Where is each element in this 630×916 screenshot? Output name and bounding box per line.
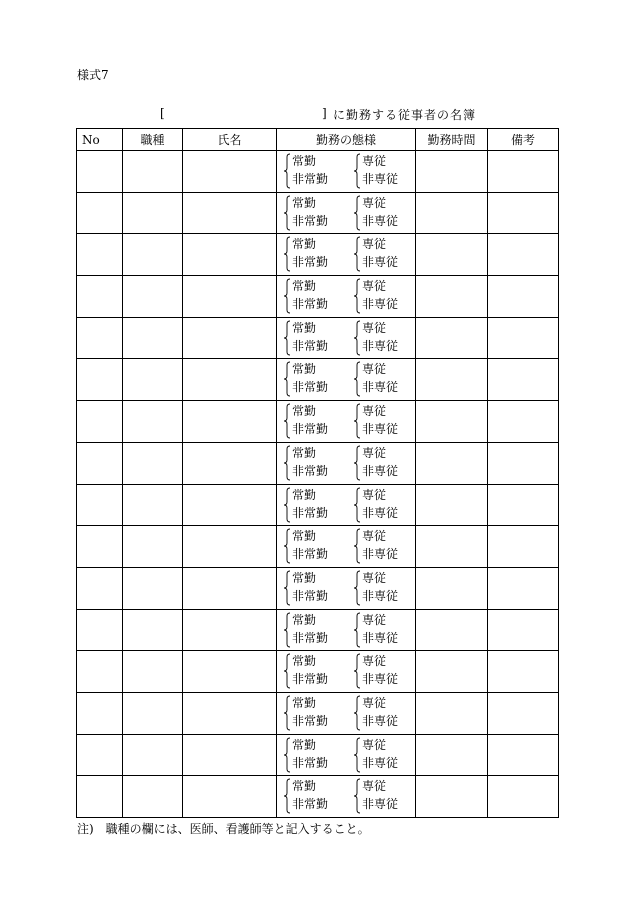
cell-work-hours[interactable]: [416, 526, 488, 568]
cell-work-hours[interactable]: [416, 234, 488, 276]
option-full-time[interactable]: 常勤: [292, 487, 317, 502]
cell-occupation[interactable]: [123, 317, 183, 359]
employment-type-choice[interactable]: [283, 195, 343, 231]
cell-remarks[interactable]: [488, 526, 559, 568]
option-non-dedicated[interactable]: 非専従: [362, 338, 399, 353]
cell-work-hours[interactable]: [416, 651, 488, 693]
brace-icon: [353, 695, 361, 731]
option-part-time[interactable]: 非常勤: [292, 255, 329, 270]
cell-name[interactable]: [183, 609, 277, 651]
employment-type-choice[interactable]: [283, 361, 343, 397]
brace-icon: [283, 403, 291, 439]
dedication-choice[interactable]: [353, 403, 413, 439]
option-part-time[interactable]: 非常勤: [292, 422, 329, 437]
cell-occupation[interactable]: [123, 776, 183, 818]
option-non-dedicated[interactable]: 非専従: [362, 172, 399, 186]
dedication-choice[interactable]: [353, 445, 413, 481]
cell-name[interactable]: [183, 776, 277, 818]
option-part-time[interactable]: 非常勤: [292, 297, 329, 312]
cell-name[interactable]: [183, 692, 277, 734]
cell-work-hours[interactable]: [416, 192, 488, 234]
table-row: [77, 734, 559, 776]
option-full-time[interactable]: 常勤: [292, 695, 317, 710]
employment-type-choice[interactable]: [283, 445, 343, 481]
brace-icon: [283, 528, 291, 564]
cell-work-hours[interactable]: [416, 401, 488, 443]
cell-remarks[interactable]: [488, 484, 559, 526]
brace-icon: [283, 236, 291, 272]
cell-work-hours[interactable]: [416, 276, 488, 318]
cell-name[interactable]: [183, 526, 277, 568]
table-row: [77, 359, 559, 401]
employment-type-choice[interactable]: [283, 778, 343, 814]
cell-occupation[interactable]: [123, 442, 183, 484]
footnote: 注) 職種の欄には、医師、看護師等と記入すること。: [77, 822, 370, 836]
option-part-time[interactable]: 非常勤: [292, 797, 329, 812]
cell-work-style: [277, 192, 416, 234]
cell-name[interactable]: [183, 651, 277, 693]
option-full-time[interactable]: 常勤: [292, 779, 317, 794]
brace-icon: [353, 612, 361, 648]
cell-no[interactable]: [77, 442, 123, 484]
option-full-time[interactable]: 常勤: [292, 237, 317, 252]
dedication-choice[interactable]: [353, 361, 413, 397]
cell-occupation[interactable]: [123, 234, 183, 276]
cell-name[interactable]: [183, 401, 277, 443]
title-bracket-open: [: [160, 106, 165, 120]
option-dedicated[interactable]: 専従: [362, 737, 387, 752]
option-non-dedicated[interactable]: 非専従: [362, 213, 399, 228]
dedication-choice[interactable]: [353, 153, 413, 189]
option-part-time[interactable]: 非常勤: [292, 463, 329, 478]
cell-occupation[interactable]: [123, 151, 183, 193]
cell-work-style: [277, 692, 416, 734]
option-full-time[interactable]: 常勤: [292, 404, 317, 419]
option-dedicated[interactable]: 専従: [362, 279, 387, 294]
brace-icon: [353, 737, 361, 773]
cell-work-hours[interactable]: [416, 776, 488, 818]
option-full-time[interactable]: 常勤: [292, 737, 317, 752]
cell-work-hours[interactable]: [416, 317, 488, 359]
cell-name[interactable]: [183, 359, 277, 401]
employment-type-choice[interactable]: [283, 487, 343, 523]
option-dedicated[interactable]: 専従: [362, 612, 387, 627]
brace-icon: [353, 361, 361, 397]
dedication-choice[interactable]: [353, 737, 413, 773]
cell-work-style: [277, 442, 416, 484]
cell-remarks[interactable]: [488, 359, 559, 401]
brace-icon: [283, 570, 291, 606]
cell-remarks[interactable]: [488, 692, 559, 734]
option-non-dedicated[interactable]: 非専従: [362, 505, 399, 520]
table-row: [77, 276, 559, 318]
header-work-style: 勤務の態様: [277, 129, 416, 151]
option-dedicated[interactable]: 専従: [362, 154, 387, 168]
cell-remarks[interactable]: [488, 734, 559, 776]
employment-type-choice[interactable]: [283, 236, 343, 272]
cell-work-hours[interactable]: [416, 359, 488, 401]
option-full-time[interactable]: 常勤: [292, 195, 317, 210]
employment-type-choice[interactable]: [283, 737, 343, 773]
cell-name[interactable]: [183, 276, 277, 318]
option-non-dedicated[interactable]: 非専従: [362, 547, 399, 562]
cell-work-style: [277, 401, 416, 443]
option-non-dedicated[interactable]: 非専従: [362, 672, 399, 687]
option-part-time[interactable]: 非常勤: [292, 713, 329, 728]
table-row: [77, 442, 559, 484]
option-non-dedicated[interactable]: 非専従: [362, 255, 399, 270]
cell-work-style: [277, 359, 416, 401]
cell-name[interactable]: [183, 234, 277, 276]
option-dedicated[interactable]: 専従: [362, 195, 387, 210]
cell-occupation[interactable]: [123, 609, 183, 651]
cell-occupation[interactable]: [123, 734, 183, 776]
table-row: [77, 317, 559, 359]
dedication-choice[interactable]: [353, 195, 413, 231]
option-dedicated[interactable]: 専従: [362, 237, 387, 252]
cell-occupation[interactable]: [123, 192, 183, 234]
cell-remarks[interactable]: [488, 234, 559, 276]
cell-work-style: [277, 317, 416, 359]
cell-remarks[interactable]: [488, 401, 559, 443]
option-part-time[interactable]: 非常勤: [292, 672, 329, 687]
cell-no[interactable]: [77, 651, 123, 693]
title-text: に勤務する従事者の名簿: [333, 108, 477, 122]
option-dedicated[interactable]: 専従: [362, 570, 387, 585]
cell-occupation[interactable]: [123, 567, 183, 609]
option-dedicated[interactable]: 専従: [362, 404, 387, 419]
dedication-choice[interactable]: [353, 570, 413, 606]
brace-icon: [283, 612, 291, 648]
cell-work-style: [277, 651, 416, 693]
header-name: 氏名: [183, 129, 277, 151]
cell-remarks[interactable]: [488, 442, 559, 484]
cell-occupation[interactable]: [123, 526, 183, 568]
cell-no[interactable]: [77, 359, 123, 401]
option-dedicated[interactable]: 専従: [362, 529, 387, 544]
cell-occupation[interactable]: [123, 692, 183, 734]
cell-no[interactable]: [77, 276, 123, 318]
cell-no[interactable]: [77, 567, 123, 609]
option-full-time[interactable]: 常勤: [292, 570, 317, 585]
employment-type-choice[interactable]: [283, 320, 343, 356]
brace-icon: [283, 487, 291, 523]
cell-work-style: [277, 734, 416, 776]
option-non-dedicated[interactable]: 非専従: [362, 463, 399, 478]
brace-icon: [353, 778, 361, 814]
option-dedicated[interactable]: 専従: [362, 654, 387, 669]
table-row: [77, 651, 559, 693]
cell-no[interactable]: [77, 401, 123, 443]
employment-type-choice[interactable]: [283, 528, 343, 564]
dedication-choice[interactable]: [353, 695, 413, 731]
brace-icon: [353, 236, 361, 272]
employment-type-choice[interactable]: [283, 278, 343, 314]
cell-no[interactable]: [77, 151, 123, 193]
option-part-time[interactable]: 非常勤: [292, 213, 329, 228]
employment-type-choice[interactable]: [283, 153, 343, 189]
option-part-time[interactable]: 非常勤: [292, 547, 329, 562]
brace-icon: [353, 195, 361, 231]
cell-work-style: [277, 526, 416, 568]
table-row: [77, 192, 559, 234]
cell-name[interactable]: [183, 151, 277, 193]
option-full-time[interactable]: 常勤: [292, 612, 317, 627]
cell-work-hours[interactable]: [416, 692, 488, 734]
brace-icon: [353, 487, 361, 523]
brace-icon: [353, 528, 361, 564]
cell-remarks[interactable]: [488, 192, 559, 234]
option-part-time[interactable]: 非常勤: [292, 505, 329, 520]
option-non-dedicated[interactable]: 非専従: [362, 713, 399, 728]
staff-roster-table: [76, 128, 559, 818]
cell-work-style: [277, 276, 416, 318]
table-row: [77, 567, 559, 609]
option-full-time[interactable]: 常勤: [292, 279, 317, 294]
option-non-dedicated[interactable]: 非専従: [362, 422, 399, 437]
brace-icon: [283, 653, 291, 689]
option-full-time[interactable]: 常勤: [292, 654, 317, 669]
header-work-hours: 勤務時間: [416, 129, 488, 151]
cell-work-hours[interactable]: [416, 442, 488, 484]
brace-icon: [283, 778, 291, 814]
cell-no[interactable]: [77, 692, 123, 734]
brace-icon: [353, 278, 361, 314]
cell-work-style: [277, 234, 416, 276]
cell-work-hours[interactable]: [416, 734, 488, 776]
option-full-time[interactable]: 常勤: [292, 529, 317, 544]
brace-icon: [353, 403, 361, 439]
option-full-time[interactable]: 常勤: [292, 320, 317, 335]
option-part-time[interactable]: 非常勤: [292, 172, 329, 186]
cell-work-style: [277, 151, 416, 193]
brace-icon: [353, 653, 361, 689]
header-row: [77, 129, 559, 151]
brace-icon: [353, 153, 361, 189]
option-non-dedicated[interactable]: 非専従: [362, 297, 399, 312]
option-dedicated[interactable]: 専従: [362, 695, 387, 710]
brace-icon: [353, 570, 361, 606]
cell-remarks[interactable]: [488, 567, 559, 609]
brace-icon: [353, 445, 361, 481]
option-full-time[interactable]: 常勤: [292, 154, 317, 168]
dedication-choice[interactable]: [353, 320, 413, 356]
brace-icon: [283, 278, 291, 314]
header-remarks: 備考: [488, 129, 559, 151]
brace-icon: [283, 695, 291, 731]
dedication-choice[interactable]: [353, 778, 413, 814]
cell-no[interactable]: [77, 609, 123, 651]
option-non-dedicated[interactable]: 非専従: [362, 380, 399, 395]
cell-remarks[interactable]: [488, 151, 559, 193]
cell-no[interactable]: [77, 192, 123, 234]
cell-no[interactable]: [77, 526, 123, 568]
cell-no[interactable]: [77, 317, 123, 359]
option-dedicated[interactable]: 専従: [362, 320, 387, 335]
option-full-time[interactable]: 常勤: [292, 445, 317, 460]
cell-no[interactable]: [77, 484, 123, 526]
cell-name[interactable]: [183, 192, 277, 234]
option-non-dedicated[interactable]: 非専従: [362, 630, 399, 645]
cell-name[interactable]: [183, 442, 277, 484]
dedication-choice[interactable]: [353, 528, 413, 564]
cell-work-style: [277, 609, 416, 651]
option-part-time[interactable]: 非常勤: [292, 338, 329, 353]
option-part-time[interactable]: 非常勤: [292, 588, 329, 603]
table-row: [77, 692, 559, 734]
option-full-time[interactable]: 常勤: [292, 362, 317, 377]
cell-occupation[interactable]: [123, 484, 183, 526]
cell-no[interactable]: [77, 776, 123, 818]
cell-no[interactable]: [77, 734, 123, 776]
cell-remarks[interactable]: [488, 609, 559, 651]
brace-icon: [283, 195, 291, 231]
cell-remarks[interactable]: [488, 776, 559, 818]
cell-occupation[interactable]: [123, 401, 183, 443]
form-number: 様式7: [77, 68, 109, 82]
cell-occupation[interactable]: [123, 651, 183, 693]
employment-type-choice[interactable]: [283, 403, 343, 439]
header-occupation: 職種: [123, 129, 183, 151]
cell-work-hours[interactable]: [416, 484, 488, 526]
brace-icon: [283, 737, 291, 773]
table-row: [77, 401, 559, 443]
table-row: [77, 234, 559, 276]
cell-work-style: [277, 484, 416, 526]
cell-no[interactable]: [77, 234, 123, 276]
cell-name[interactable]: [183, 567, 277, 609]
title-bracket-close: ]: [322, 106, 327, 120]
option-dedicated[interactable]: 専従: [362, 487, 387, 502]
cell-name[interactable]: [183, 484, 277, 526]
cell-work-hours[interactable]: [416, 609, 488, 651]
cell-work-hours[interactable]: [416, 151, 488, 193]
roster-body: [77, 151, 559, 818]
option-part-time[interactable]: 非常勤: [292, 755, 329, 770]
table-row: [77, 609, 559, 651]
cell-work-style: [277, 776, 416, 818]
cell-remarks[interactable]: [488, 317, 559, 359]
option-dedicated[interactable]: 専従: [362, 362, 387, 377]
cell-occupation[interactable]: [123, 359, 183, 401]
cell-work-style: [277, 567, 416, 609]
employment-type-choice[interactable]: [283, 612, 343, 648]
dedication-choice[interactable]: [353, 236, 413, 272]
brace-icon: [283, 320, 291, 356]
option-dedicated[interactable]: 専従: [362, 445, 387, 460]
table-row: [77, 776, 559, 818]
cell-remarks[interactable]: [488, 276, 559, 318]
cell-work-hours[interactable]: [416, 567, 488, 609]
option-part-time[interactable]: 非常勤: [292, 630, 329, 645]
option-non-dedicated[interactable]: 非専従: [362, 755, 399, 770]
dedication-choice[interactable]: [353, 278, 413, 314]
cell-remarks[interactable]: [488, 651, 559, 693]
document-title: [0, 106, 630, 122]
option-part-time[interactable]: 非常勤: [292, 380, 329, 395]
table-row: [77, 484, 559, 526]
table-row: [77, 526, 559, 568]
table-row: [77, 151, 559, 193]
employment-type-choice[interactable]: [283, 653, 343, 689]
brace-icon: [283, 445, 291, 481]
dedication-choice[interactable]: [353, 612, 413, 648]
header-no: No: [77, 129, 123, 151]
cell-name[interactable]: [183, 734, 277, 776]
option-non-dedicated[interactable]: 非専従: [362, 588, 399, 603]
option-non-dedicated[interactable]: 非専従: [362, 797, 399, 812]
employment-type-choice[interactable]: [283, 695, 343, 731]
brace-icon: [283, 361, 291, 397]
dedication-choice[interactable]: [353, 487, 413, 523]
brace-icon: [283, 153, 291, 189]
dedication-choice[interactable]: [353, 653, 413, 689]
cell-name[interactable]: [183, 317, 277, 359]
cell-occupation[interactable]: [123, 276, 183, 318]
option-dedicated[interactable]: 専従: [362, 779, 387, 794]
brace-icon: [353, 320, 361, 356]
employment-type-choice[interactable]: [283, 570, 343, 606]
